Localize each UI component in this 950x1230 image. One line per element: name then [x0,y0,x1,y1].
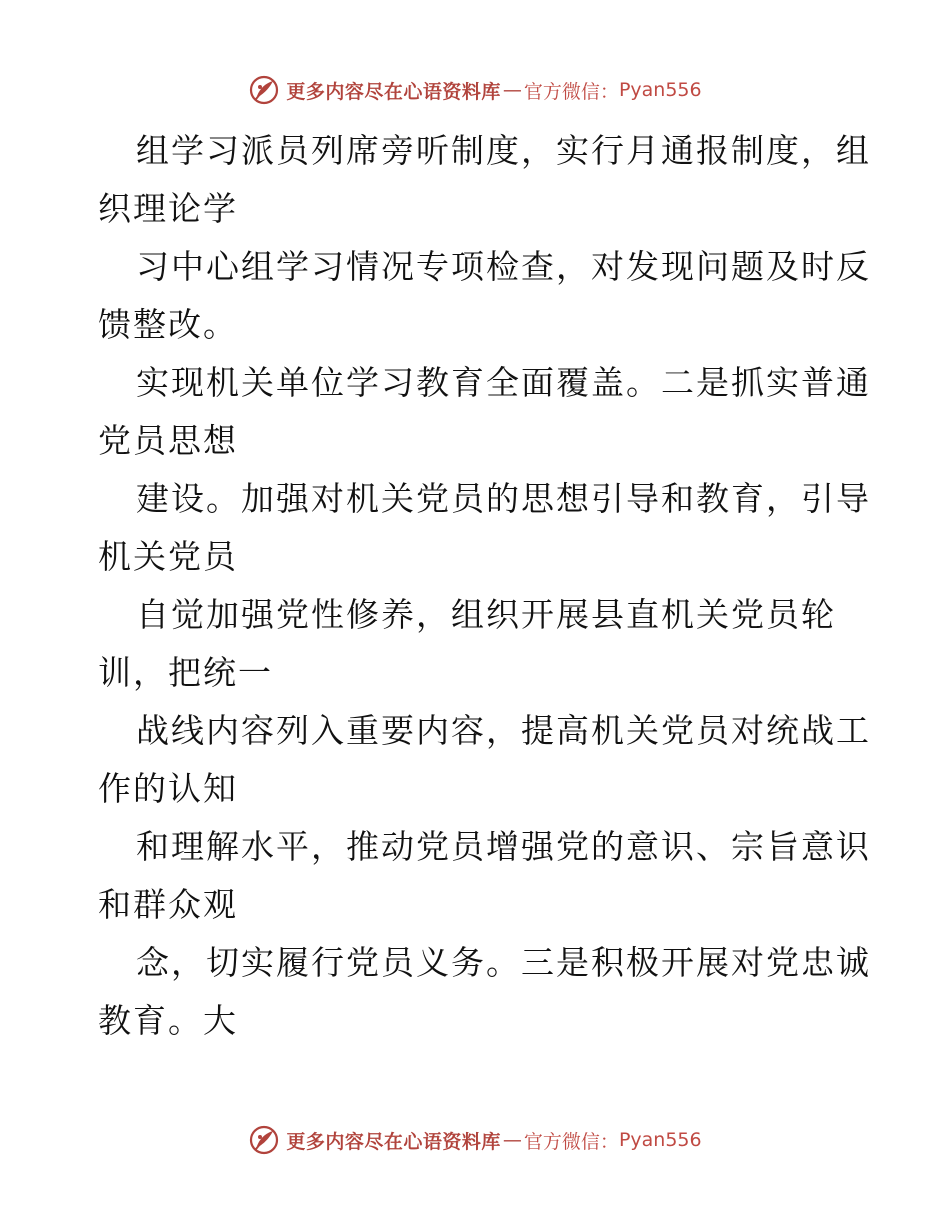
body-line: 织理论学 [98,189,238,228]
body-line: 念，切实履行党员义务。三是积极开展对党忠诚 [136,943,871,982]
body-line: 训，把统一 [98,653,273,692]
red-quill-logo-icon [248,1124,280,1156]
body-line: 习中心组学习情况专项检查，对发现问题及时反 [136,247,871,286]
body-line: 战线内容列入重要内容，提高机关党员对统战工 [136,711,871,750]
body-line: 和理解水平，推动党员增强党的意识、宗旨意识 [136,827,871,866]
banner-wechat-id: Pyan556 [618,79,702,101]
banner-separator: — [502,1129,522,1151]
body-line: 馈整改。 [98,305,238,344]
banner-wechat-label: 官方微信： [523,1130,619,1153]
body-line: 党员思想 [98,421,238,460]
body-line: 教育。大 [98,1001,238,1040]
body-line: 组学习派员列席旁听制度，实行月通报制度，组 [136,131,871,170]
banner-wechat-id: Pyan556 [618,1129,702,1151]
header-banner [0,72,950,108]
red-quill-logo-icon [248,74,280,106]
body-line: 作的认知 [98,769,238,808]
body-line: 实现机关单位学习教育全面覆盖。二是抓实普通 [136,363,871,402]
document-body [98,122,871,1050]
body-line: 自觉加强党性修养，组织开展县直机关党员轮 [136,595,836,634]
body-line: 建设。加强对机关党员的思想引导和教育，引导 [136,479,871,518]
body-line: 机关党员 [98,537,238,576]
banner-slogan: 更多内容尽在心语资料库 [286,80,501,103]
body-line: 和群众观 [98,885,238,924]
banner-slogan: 更多内容尽在心语资料库 [286,1130,501,1153]
banner-wechat-label: 官方微信： [523,80,619,103]
banner-separator: — [502,79,522,101]
footer-banner [0,1122,950,1158]
